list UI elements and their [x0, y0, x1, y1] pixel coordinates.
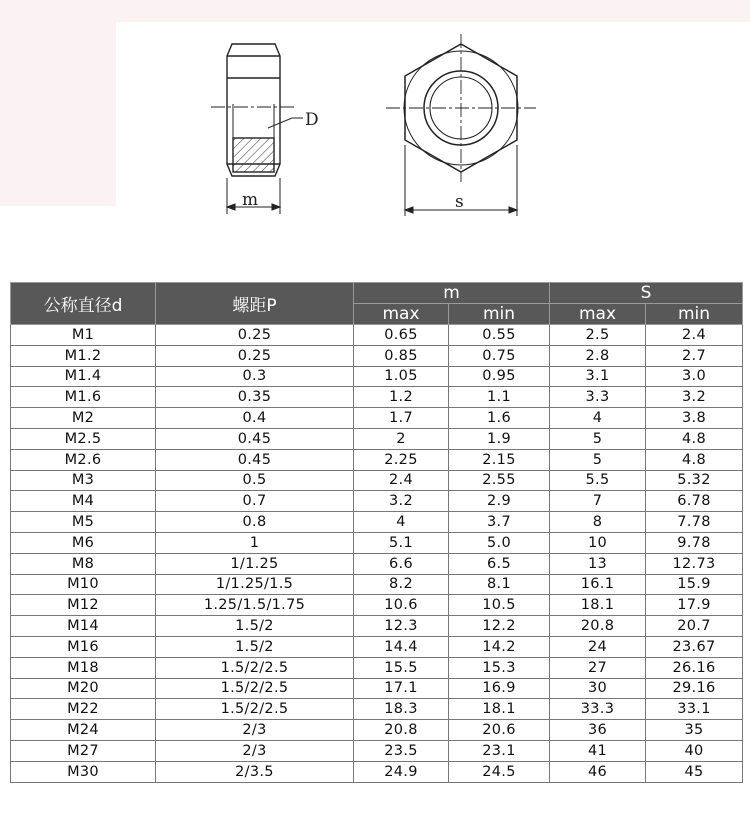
table-row	[11, 387, 743, 408]
header-s-min: min	[646, 304, 743, 325]
cell-pitch: 1.5/2	[156, 636, 354, 657]
cell-s-min: 3.2	[646, 387, 743, 408]
cell-m-min: 16.9	[449, 678, 550, 699]
cell-pitch: 0.25	[156, 325, 354, 346]
cell-diameter: M30	[11, 761, 156, 782]
table-row	[11, 678, 743, 699]
cell-s-max: 30	[550, 678, 646, 699]
cell-pitch: 1.5/2/2.5	[156, 699, 354, 720]
table-row	[11, 366, 743, 387]
header-m-max: max	[354, 304, 449, 325]
cell-pitch: 2/3	[156, 740, 354, 761]
cell-m-min: 14.2	[449, 636, 550, 657]
cell-s-min: 12.73	[646, 553, 743, 574]
cell-s-max: 41	[550, 740, 646, 761]
cell-s-min: 23.67	[646, 636, 743, 657]
cell-diameter: M6	[11, 532, 156, 553]
cell-m-max: 8.2	[354, 574, 449, 595]
cell-s-min: 9.78	[646, 532, 743, 553]
cell-s-min: 3.0	[646, 366, 743, 387]
cell-m-min: 23.1	[449, 740, 550, 761]
cell-pitch: 1.25/1.5/1.75	[156, 595, 354, 616]
cell-m-min: 12.2	[449, 616, 550, 637]
cell-s-min: 6.78	[646, 491, 743, 512]
cell-pitch: 0.45	[156, 428, 354, 449]
cell-diameter: M3	[11, 470, 156, 491]
cell-s-min: 5.32	[646, 470, 743, 491]
table-row	[11, 657, 743, 678]
cell-diameter: M16	[11, 636, 156, 657]
table-body	[11, 325, 743, 783]
cell-m-max: 2.4	[354, 470, 449, 491]
cell-m-min: 0.75	[449, 345, 550, 366]
hex-nut-technical-drawing	[0, 0, 750, 250]
cell-s-max: 27	[550, 657, 646, 678]
cell-m-min: 6.5	[449, 553, 550, 574]
cell-s-min: 2.7	[646, 345, 743, 366]
header-s-group: S	[550, 283, 743, 304]
cell-m-max: 24.9	[354, 761, 449, 782]
cell-m-min: 8.1	[449, 574, 550, 595]
cell-s-max: 5.5	[550, 470, 646, 491]
table-row	[11, 428, 743, 449]
cell-diameter: M4	[11, 491, 156, 512]
cell-m-max: 12.3	[354, 616, 449, 637]
cell-m-min: 0.95	[449, 366, 550, 387]
cell-pitch: 1.5/2/2.5	[156, 678, 354, 699]
cell-pitch: 0.4	[156, 408, 354, 429]
cell-s-min: 15.9	[646, 574, 743, 595]
cell-s-max: 7	[550, 491, 646, 512]
cell-diameter: M2.6	[11, 449, 156, 470]
cell-m-max: 1.05	[354, 366, 449, 387]
cell-pitch: 2/3.5	[156, 761, 354, 782]
cell-s-min: 7.78	[646, 512, 743, 533]
table-row	[11, 449, 743, 470]
table-row	[11, 512, 743, 533]
table-row	[11, 532, 743, 553]
cell-s-max: 20.8	[550, 616, 646, 637]
cell-m-min: 0.55	[449, 325, 550, 346]
table-row	[11, 408, 743, 429]
cell-diameter: M8	[11, 553, 156, 574]
table-row	[11, 491, 743, 512]
header-m-group: m	[354, 283, 550, 304]
cell-s-min: 45	[646, 761, 743, 782]
cell-m-max: 10.6	[354, 595, 449, 616]
header-nominal-diameter: 公称直径d	[11, 283, 156, 325]
table-row	[11, 616, 743, 637]
cell-diameter: M2.5	[11, 428, 156, 449]
cell-s-max: 5	[550, 428, 646, 449]
cell-diameter: M27	[11, 740, 156, 761]
cell-m-max: 17.1	[354, 678, 449, 699]
label-d: D	[305, 110, 319, 130]
cell-s-max: 10	[550, 532, 646, 553]
cell-diameter: M22	[11, 699, 156, 720]
cell-pitch: 0.25	[156, 345, 354, 366]
cell-m-max: 2	[354, 428, 449, 449]
cell-s-max: 18.1	[550, 595, 646, 616]
cell-pitch: 1.5/2	[156, 616, 354, 637]
cell-diameter: M24	[11, 720, 156, 741]
cell-m-min: 18.1	[449, 699, 550, 720]
cell-s-min: 26.16	[646, 657, 743, 678]
cell-diameter: M12	[11, 595, 156, 616]
cell-m-max: 0.85	[354, 345, 449, 366]
cell-s-min: 2.4	[646, 325, 743, 346]
cell-s-min: 4.8	[646, 449, 743, 470]
table-row	[11, 699, 743, 720]
cell-diameter: M1.6	[11, 387, 156, 408]
cell-pitch: 1	[156, 532, 354, 553]
cell-m-min: 10.5	[449, 595, 550, 616]
cell-m-max: 0.65	[354, 325, 449, 346]
cell-m-min: 20.6	[449, 720, 550, 741]
cell-m-min: 15.3	[449, 657, 550, 678]
cell-m-min: 5.0	[449, 532, 550, 553]
cell-s-min: 17.9	[646, 595, 743, 616]
cell-s-max: 3.1	[550, 366, 646, 387]
cell-pitch: 2/3	[156, 720, 354, 741]
cell-s-max: 8	[550, 512, 646, 533]
front-view	[386, 34, 536, 182]
cell-s-max: 24	[550, 636, 646, 657]
cell-s-max: 36	[550, 720, 646, 741]
label-m: m	[242, 190, 259, 210]
cell-m-max: 15.5	[354, 657, 449, 678]
cell-pitch: 1/1.25	[156, 553, 354, 574]
cell-s-min: 20.7	[646, 616, 743, 637]
cell-s-min: 3.8	[646, 408, 743, 429]
cell-diameter: M1.4	[11, 366, 156, 387]
cell-m-max: 6.6	[354, 553, 449, 574]
cell-m-max: 20.8	[354, 720, 449, 741]
table-row	[11, 720, 743, 741]
table-header	[11, 283, 743, 325]
cell-pitch: 0.5	[156, 470, 354, 491]
cell-s-max: 33.3	[550, 699, 646, 720]
cell-s-min: 40	[646, 740, 743, 761]
cell-m-min: 1.9	[449, 428, 550, 449]
header-m-min: min	[449, 304, 550, 325]
header-pitch: 螺距P	[156, 283, 354, 325]
cell-pitch: 0.45	[156, 449, 354, 470]
cell-m-min: 2.9	[449, 491, 550, 512]
cell-pitch: 0.3	[156, 366, 354, 387]
cell-m-max: 23.5	[354, 740, 449, 761]
cell-m-max: 5.1	[354, 532, 449, 553]
cell-pitch: 1.5/2/2.5	[156, 657, 354, 678]
cell-diameter: M14	[11, 616, 156, 637]
table-row	[11, 574, 743, 595]
cell-s-max: 16.1	[550, 574, 646, 595]
cell-s-min: 33.1	[646, 699, 743, 720]
cell-diameter: M1	[11, 325, 156, 346]
cell-s-min: 4.8	[646, 428, 743, 449]
cell-m-min: 2.55	[449, 470, 550, 491]
cell-diameter: M10	[11, 574, 156, 595]
table-row	[11, 761, 743, 782]
table-row	[11, 595, 743, 616]
cell-m-max: 4	[354, 512, 449, 533]
cell-m-min: 3.7	[449, 512, 550, 533]
table-row	[11, 636, 743, 657]
cell-diameter: M2	[11, 408, 156, 429]
cell-m-max: 18.3	[354, 699, 449, 720]
cell-diameter: M5	[11, 512, 156, 533]
table-row	[11, 325, 743, 346]
cell-pitch: 0.35	[156, 387, 354, 408]
cell-diameter: M1.2	[11, 345, 156, 366]
cell-s-max: 3.3	[550, 387, 646, 408]
cell-m-min: 2.15	[449, 449, 550, 470]
cell-pitch: 1/1.25/1.5	[156, 574, 354, 595]
cell-s-max: 2.8	[550, 345, 646, 366]
cell-pitch: 0.7	[156, 491, 354, 512]
cell-s-max: 13	[550, 553, 646, 574]
cell-m-max: 1.7	[354, 408, 449, 429]
cell-s-max: 2.5	[550, 325, 646, 346]
cell-s-min: 29.16	[646, 678, 743, 699]
cell-diameter: M20	[11, 678, 156, 699]
side-view	[211, 44, 296, 176]
cell-diameter: M18	[11, 657, 156, 678]
table-row	[11, 470, 743, 491]
cell-m-min: 1.1	[449, 387, 550, 408]
cell-m-min: 24.5	[449, 761, 550, 782]
cell-s-max: 4	[550, 408, 646, 429]
cell-m-max: 1.2	[354, 387, 449, 408]
table-row	[11, 345, 743, 366]
cell-m-max: 3.2	[354, 491, 449, 512]
cell-m-max: 2.25	[354, 449, 449, 470]
hex-nut-spec-table	[10, 282, 743, 783]
cell-s-max: 5	[550, 449, 646, 470]
cell-s-max: 46	[550, 761, 646, 782]
label-s: s	[455, 192, 464, 212]
cell-s-min: 35	[646, 720, 743, 741]
header-s-max: max	[550, 304, 646, 325]
cell-m-max: 14.4	[354, 636, 449, 657]
cell-pitch: 0.8	[156, 512, 354, 533]
table-row	[11, 553, 743, 574]
table-row	[11, 740, 743, 761]
cell-m-min: 1.6	[449, 408, 550, 429]
